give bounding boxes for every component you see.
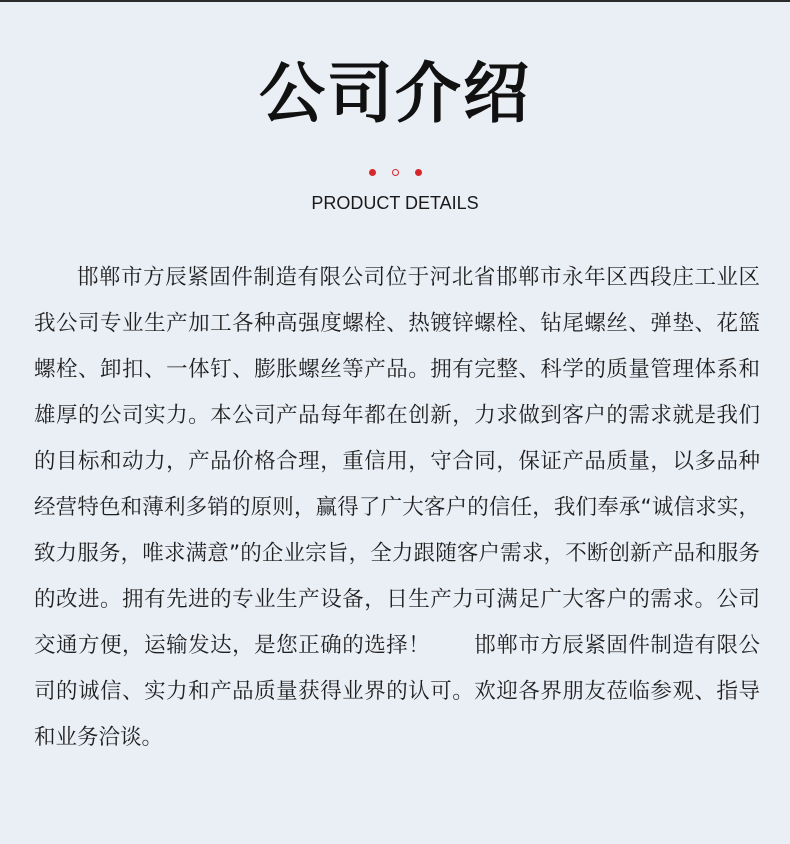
decorative-dots (0, 167, 790, 177)
dot-center-icon (392, 169, 399, 176)
top-divider (0, 0, 790, 2)
dot-left-icon (369, 169, 376, 176)
company-description: 邯郸市方辰紧固件制造有限公司位于河北省邯郸市永年区西段庄工业区 我公司专业生产加工各种高强度螺栓、热镀锌螺栓、钻尾螺丝、弹垫、花篮螺栓、卸扣、一体钉、膨胀螺丝等产品。拥有完整、科学的质量管理体系和雄厚的公司实力。本公司产品每年都在创新，力求做到客户的需求就是我们的目标和动力，产品价格合理，重信用，守合同，保证产品质量，以多品种经营特色和薄利多销的原则，赢得了广大客户的信任，我们奉承“诚信求实，致力服务，唯求满意”的企业宗旨，全力跟随客户需求，不断创新产品和服务的改进。拥有先进的专业生产设备，日生产力可满足广大客户的需求。公司交通方便，运输发达，是您正确的选择！ 邯郸市方辰紧固件制造有限公司的诚信、实力和产品质量获得业界的认可。欢迎各界朋友莅临参观、指导和业务洽谈。 (34, 265, 760, 750)
page-title: 公司介绍 (259, 55, 531, 132)
page-subtitle: PRODUCT DETAILS (311, 193, 479, 213)
dot-right-icon (415, 169, 422, 176)
